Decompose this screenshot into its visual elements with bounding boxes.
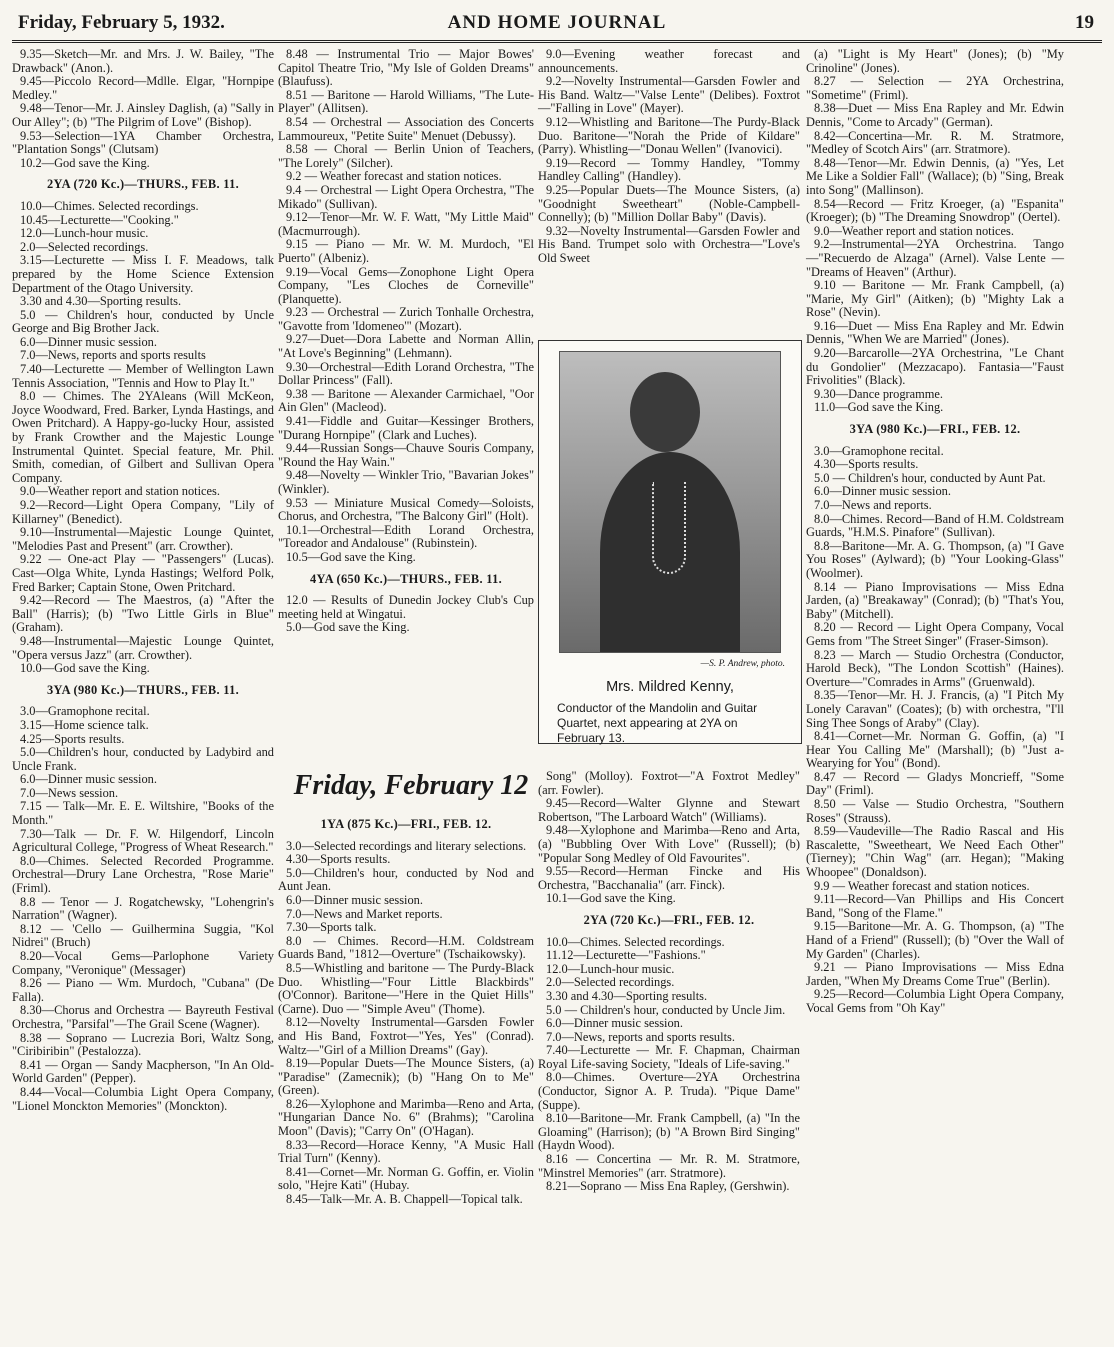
programme-item: 8.41 — Organ — Sandy Macpherson, "In An Old-World Garden" (Pepper). bbox=[12, 1057, 274, 1086]
photo-credit: —S. P. Andrew, photo. bbox=[700, 659, 785, 669]
programme-item: 5.0 — Children's hour, conducted by Uncle Jim. bbox=[546, 1002, 786, 1017]
programme-item: 8.0—Chimes. Record—Band of H.M. Coldstream Guards, "H.M.S. Pinafore" (Sullivan). bbox=[806, 511, 1064, 540]
programme-item: 9.0—Evening weather forecast and announcements. bbox=[538, 47, 800, 75]
programme-item: 9.9 — Weather forecast and station notices. bbox=[814, 878, 1030, 893]
programme-item: 8.0 — Chimes. Record—H.M. Coldstream Guards Band, "1812—Overture" (Tschaikowsky). bbox=[278, 933, 534, 962]
photo-caption-text: Conductor of the Mandolin and Guitar Quartet, next appearing at 2YA on February 13. bbox=[557, 701, 758, 745]
programme-item: 8.38 — Soprano — Lucrezia Bori, Waltz Song, "Ciribiribin" (Pestalozza). bbox=[12, 1030, 274, 1059]
programme-item: 6.0—Dinner music session. bbox=[546, 1016, 683, 1031]
programme-item: 9.2—Novelty Instrumental—Garsden Fowler and His Band. Waltz—"Valse Lente" (Delibes). Foxtrot—"Falling in Love" (Mayer). bbox=[538, 74, 800, 116]
programme-item: 3.0—Selected recordings and literary selections. bbox=[286, 838, 527, 853]
portrait-box bbox=[538, 340, 802, 744]
station-heading: 3YA (980 Kc.)—THURS., FEB. 11. bbox=[46, 682, 239, 697]
programme-item: 3.0—Gramophone recital. bbox=[814, 443, 944, 458]
programme-item: 12.0—Lunch-hour music. bbox=[546, 961, 675, 976]
programme-item: 9.15—Baritone—Mr. A. G. Thompson, (a) "The Hand of a Friend" (Russell); (b) "Over the Wall of My Garden" (Charles). bbox=[806, 919, 1064, 961]
issue-date: Friday, February 5, 1932. bbox=[18, 12, 225, 33]
programme-item: 9.22 — One-act Play — "Passengers" (Lucas). Cast—Olga White, Lynda Hastings; Welford Polk, Fred Barker; Captain Stone, Owen Pritchard. bbox=[12, 552, 274, 594]
programme-item: 9.20—Barcarolle—2YA Orchestrina, "Le Chant du Gondolier" (Mezzacapo). Fantasia—"Faust Frivolities" (Black). bbox=[806, 346, 1064, 388]
portrait-photo bbox=[559, 351, 781, 653]
programme-item: 6.0—Dinner music session. bbox=[286, 892, 423, 907]
column-2-top bbox=[278, 48, 534, 635]
programme-item: 9.10 — Baritone — Mr. Frank Campbell, (a) "Marie, My Girl" (Aitken); (b) "Mighty Lak a Rose" (Nevin). bbox=[806, 278, 1064, 320]
programme-item: 3.15—Lecturette — Miss I. F. Meadows, talk prepared by the Home Science Extension Department of the Otago University. bbox=[12, 253, 274, 295]
programme-item: 8.59—Vaudeville—The Radio Rascal and His Rascalette, "Sweetheart, We Need Each Other" (Tierney); "Chin Wag" (arr. Hegan); "Making Whoopee" (Donaldson). bbox=[806, 824, 1064, 880]
programme-item: 8.35—Tenor—Mr. H. J. Francis, (a) "I Pitch My Lonely Caravan" (Coates); (b) with orchestra, "I'll Sing Thee Songs of Araby" (Clay). bbox=[806, 688, 1064, 730]
programme-item: 7.0—News and reports. bbox=[814, 498, 932, 512]
programme-item: 9.48—Novelty — Winkler Trio, "Bavarian Jokes" (Winkler). bbox=[278, 468, 534, 496]
portrait-figure-head bbox=[630, 372, 700, 452]
programme-item: 8.54—Record — Fritz Kroeger, (a) "Espanita" (Kroeger); (b) "The Dreaming Snowdrop" (Oertel). bbox=[806, 196, 1064, 225]
programme-item: 9.45—Piccolo Record—Mdlle. Elgar, "Hornpipe Medley." bbox=[12, 74, 274, 102]
programme-item: 2.0—Selected recordings. bbox=[546, 975, 675, 990]
friday-heading: Friday, February 12 bbox=[293, 770, 529, 801]
programme-item: 4.30—Sports results. bbox=[286, 852, 391, 867]
programme-item: 7.0—News, reports and sports results. bbox=[546, 1029, 735, 1044]
programme-item: 8.16 — Concertina — Mr. R. M. Stratmore, "Minstrel Memories" (arr. Stratmore). bbox=[538, 1152, 800, 1180]
programme-item: 8.14 — Piano Improvisations — Miss Edna Jarden, (a) "Breakaway" (Conrad); (b) "That's You, Baby" (Mitchell). bbox=[806, 579, 1064, 621]
programme-item: 7.0—News and Market reports. bbox=[286, 906, 443, 921]
programme-item: 10.0—God save the King. bbox=[20, 661, 150, 676]
programme-item: 9.15 — Piano — Mr. W. M. Murdoch, "El Puerto" (Albeniz). bbox=[278, 237, 534, 265]
programme-item: 9.12—Whistling and Baritone—The Purdy-Black Duo. Baritone—"Norah the Pride of Kildare" (Parry). Whistling—"Donau Wellen" (Ivanovici). bbox=[538, 114, 800, 157]
programme-item: 8.41—Cornet—Mr. Norman G. Goffin, er. Violin solo, "Hejre Kati" (Hubay. bbox=[278, 1164, 534, 1193]
programme-item: 7.0—News session. bbox=[20, 785, 119, 800]
programme-item: 8.48 — Instrumental Trio — Major Bowes' Capitol Theatre Trio, "My Isle of Golden Dreams" (Blaufuss). bbox=[278, 47, 534, 89]
programme-item: 8.20 — Record — Light Opera Company, Vocal Gems from "The Street Singer" (Fraser-Simson). bbox=[806, 620, 1064, 648]
programme-item: 8.0—Chimes. Selected Recorded Programme. Orchestral—Drury Lane Orchestra, "Rose Marie" (Friml). bbox=[12, 853, 274, 896]
programme-item: 6.0—Dinner music session. bbox=[20, 334, 157, 349]
programme-item: 9.4 — Orchestral — Light Opera Orchestra, "The Mikado" (Sullivan). bbox=[278, 182, 534, 211]
programme-item: 8.0—Chimes. Overture—2YA Orchestrina (Conductor, Signor A. P. Truda). "Pique Dame" (Suppe). bbox=[538, 1070, 800, 1112]
programme-item: 8.12—Novelty Instrumental—Garsden Fowler and His Band, Foxtrot—"Yes, Yes" (Conrad). Waltz—"Girl of a Million Dreams" (Gay). bbox=[278, 1015, 534, 1057]
programme-item: 9.53 — Miniature Musical Comedy—Soloists, Chorus, and Orchestra, "The Balcony Girl" (Holt). bbox=[278, 495, 534, 524]
programme-item: 8.50 — Valse — Studio Orchestra, "Southern Roses" (Strauss). bbox=[806, 797, 1064, 825]
programme-item: 8.5—Whistling and baritone — The Purdy-Black Duo. Whistling—"Four Little Blackbirds" (O'Connor). Baritone—"Here in the Quiet Hills" (Carne). Duo — "Simple Aveu" (Thome). bbox=[278, 960, 534, 1016]
programme-item: 7.30—Talk — Dr. F. W. Hilgendorf, Lincoln Agricultural College, "Progress of Wheat Research." bbox=[12, 826, 274, 855]
programme-item: 9.30—Dance programme. bbox=[814, 386, 944, 401]
programme-item: 3.30 and 4.30—Sporting results. bbox=[546, 988, 708, 1003]
programme-item: 6.0—Dinner music session. bbox=[20, 772, 157, 787]
programme-item: 2.0—Selected recordings. bbox=[20, 239, 149, 254]
programme-item: 9.25—Popular Duets—The Mounce Sisters, (a) "Goodnight Sweetheart" (Noble-Campbell-Connelly); (b) "Million Dollar Baby" (Davis). bbox=[538, 182, 800, 225]
programme-item: 10.1—God save the King. bbox=[546, 891, 676, 906]
programme-item: 10.2—God save the King. bbox=[20, 155, 150, 170]
programme-item: 7.0—News, reports and sports results bbox=[20, 348, 206, 363]
programme-item: 9.10—Instrumental—Majestic Lounge Quintet, "Melodies Past and Present" (arr. Crowther). bbox=[12, 525, 274, 553]
programme-item: 11.0—God save the King. bbox=[814, 400, 944, 415]
programme-item: 9.23 — Orchestral — Zurich Tonhalle Orchestra, "Gavotte from 'Idomeneo'" (Mozart). bbox=[278, 305, 534, 333]
programme-item: 4.30—Sports results. bbox=[814, 457, 919, 472]
programme-item: 9.41—Fiddle and Guitar—Kessinger Brothers, "Durang Hornpipe" (Clark and Luches). bbox=[278, 414, 534, 442]
programme-item: 9.30—Orchestral—Edith Lorand Orchestra, "The Dollar Princess" (Fall). bbox=[278, 359, 534, 388]
programme-item: 8.58 — Choral — Berlin Union of Teachers, "The Lorely" (Silcher). bbox=[278, 142, 534, 170]
programme-item: 9.0—Weather report and station notices. bbox=[814, 223, 1014, 238]
programme-item: 8.21—Soprano — Miss Ena Rapley, (Gershwin). bbox=[546, 1179, 790, 1194]
programme-item: 9.11—Record—Van Phillips and His Concert Band, "Song of the Flame." bbox=[806, 892, 1064, 920]
programme-item: (a) "Light is My Heart" (Jones); (b) "My Crinoline" (Jones). bbox=[806, 47, 1064, 75]
programme-item: 8.30—Chorus and Orchestra — Bayreuth Festival Orchestra, "Parsifal"—The Grail Scene (Wagner). bbox=[12, 1003, 274, 1031]
programme-item: 3.15—Home science talk. bbox=[20, 717, 149, 732]
programme-item: 9.27—Duet—Dora Labette and Norman Allin, "At Love's Beginning" (Lehmann). bbox=[278, 332, 534, 361]
programme-item: 5.0—Children's hour, conducted by Nod and Aunt Jean. bbox=[278, 865, 534, 894]
programme-item: 9.25—Record—Columbia Light Opera Company, Vocal Gems from "Oh Kay" bbox=[806, 987, 1064, 1015]
programme-item: 9.19—Record — Tommy Handley, "Tommy Handley Calling" (Handley). bbox=[538, 155, 800, 184]
programme-item: 9.44—Russian Songs—Chauve Souris Company, "Round the Hay Wain." bbox=[278, 441, 534, 469]
programme-item: 7.15 — Talk—Mr. E. E. Wiltshire, "Books of the Month." bbox=[12, 799, 274, 828]
station-heading: 4YA (650 Kc.)—THURS., FEB. 11. bbox=[309, 571, 502, 586]
column-2-bottom bbox=[278, 810, 534, 1207]
programme-item: 9.48—Instrumental—Majestic Lounge Quintet, "Opera versus Jazz" (arr. Crowther). bbox=[12, 633, 274, 662]
programme-item: 7.30—Sports talk. bbox=[286, 920, 377, 935]
programme-item: 8.33—Record—Horace Kenny, "A Music Hall Trial Turn" (Kenny). bbox=[278, 1137, 534, 1166]
page-number: 19 bbox=[1075, 12, 1094, 33]
programme-item: 8.8 — Tenor — J. Rogatchewsky, "Lohengrin's Narration" (Wagner). bbox=[12, 894, 274, 923]
station-heading: 1YA (875 Kc.)—FRI., FEB. 12. bbox=[320, 817, 492, 831]
programme-item: 3.0—Gramophone recital. bbox=[20, 704, 150, 719]
programme-item: Song" (Molloy). Foxtrot—"A Foxtrot Medley" (arr. Fowler). bbox=[538, 769, 800, 797]
programme-item: 8.45—Talk—Mr. A. B. Chappell—Topical talk. bbox=[286, 1192, 523, 1207]
programme-item: 5.0 — Children's hour, conducted by Aunt Pat. bbox=[814, 470, 1046, 485]
programme-item: 12.0—Lunch-hour music. bbox=[20, 226, 149, 241]
programme-item: 9.38 — Baritone — Alexander Carmichael, "Oor Ain Glen" (Macleod). bbox=[278, 386, 534, 415]
programme-item: 9.2 — Weather forecast and station notices. bbox=[286, 169, 502, 184]
programme-item: 12.0 — Results of Dunedin Jockey Club's Cup meeting held at Wingatui. bbox=[278, 593, 534, 621]
programme-item: 10.1—Orchestral—Edith Lorand Orchestra, "Toreador and Andalouse" (Rubinstein). bbox=[278, 522, 534, 551]
photo-caption-name: Mrs. Mildred Kenny, bbox=[606, 679, 734, 695]
programme-item: 3.30 and 4.30—Sporting results. bbox=[20, 294, 182, 309]
programme-item: 8.27 — Selection — 2YA Orchestrina, "Sometime" (Friml). bbox=[806, 74, 1064, 102]
programme-item: 9.2—Instrumental—2YA Orchestrina. Tango—"Recuerdo de Alzaga" (Arnel). Valse Lente — "Dreams of Heaven" (Arthur). bbox=[806, 237, 1064, 279]
programme-item: 8.48—Tenor—Mr. Edwin Dennis, (a) "Yes, Let Me Like a Soldier Fall" (Wallace); (b) "Sing, Break into Song" (Mallinson). bbox=[806, 155, 1064, 197]
programme-item: 5.0—God save the King. bbox=[286, 620, 410, 635]
programme-item: 8.8—Baritone—Mr. A. G. Thompson, (a) "I Gave You Roses" (Aylward); (b) "Your Looking-Glass" (Woolmer). bbox=[806, 538, 1064, 580]
programme-item: 10.0—Chimes. Selected recordings. bbox=[546, 934, 725, 949]
programme-item: 8.12 — 'Cello — Guilhermina Suggia, "Kol Nidrei" (Bruch) bbox=[12, 921, 274, 950]
column-3-bottom bbox=[538, 770, 800, 1194]
programme-item: 8.51 — Baritone — Harold Williams, "The Lute-Player" (Allitsen). bbox=[278, 87, 534, 116]
page-header bbox=[12, 4, 1102, 43]
programme-item: 6.0—Dinner music session. bbox=[814, 484, 951, 499]
programme-item: 8.19—Popular Duets—The Mounce Sisters, (a) "Paradise" (Zamecnik); (b) "Hang On to Me" (Green). bbox=[278, 1056, 534, 1098]
station-heading: 3YA (980 Kc.)—FRI., FEB. 12. bbox=[849, 422, 1021, 437]
station-heading: 2YA (720 Kc.)—FRI., FEB. 12. bbox=[583, 912, 755, 927]
programme-item: 9.35—Sketch—Mr. and Mrs. J. W. Bailey, "The Drawback" (Anon.). bbox=[12, 47, 274, 75]
programme-item: 9.42—Record — The Maestros, (a) "After the Ball" (Harris); (b) "Two Little Girls in Blue" (Graham). bbox=[12, 593, 274, 635]
programme-item: 9.48—Xylophone and Marimba—Reno and Arta, (a) "Bubbling Over With Love" (Russell); (b) "Popular Song Medley of Old Favourites". bbox=[538, 823, 800, 865]
station-heading: 2YA (720 Kc.)—THURS., FEB. 11. bbox=[46, 177, 239, 192]
programme-item: 9.12—Tenor—Mr. W. F. Watt, "My Little Maid" (Macmurrough). bbox=[278, 210, 534, 238]
programme-item: 7.40—Lecturette — Mr. F. Chapman, Chairman Royal Life-saving Society, "Ideals of Life-saving." bbox=[538, 1043, 800, 1071]
programme-item: 9.2—Record—Light Opera Company, "Lily of Killarney" (Benedict). bbox=[12, 498, 274, 526]
programme-item: 5.0—Children's hour, conducted by Ladybird and Uncle Frank. bbox=[12, 745, 274, 773]
programme-item: 9.48—Tenor—Mr. J. Ainsley Daglish, (a) "Sally in Our Alley"; (b) "The Pilgrim of Love" (Bishop). bbox=[12, 101, 274, 129]
programme-item: 10.5—God save the King. bbox=[286, 549, 416, 564]
programme-item: 9.21 — Piano Improvisations — Miss Edna Jarden, "When My Dreams Come True" (Berlin). bbox=[806, 960, 1064, 988]
programme-item: 8.41—Cornet—Mr. Norman G. Goffin, (a) "I Hear You Calling Me" (Marshall); (b) "Just a-Wearying for You" (Bond). bbox=[806, 729, 1064, 771]
programme-item: 8.38—Duet — Miss Ena Rapley and Mr. Edwin Dennis, "Come to Arcady" (German). bbox=[806, 101, 1064, 129]
journal-title: AND HOME JOURNAL bbox=[447, 12, 667, 33]
programme-item: 8.20—Vocal Gems—Parlophone Variety Company, "Veronique" (Messager) bbox=[12, 949, 274, 977]
programme-item: 8.47 — Record — Gladys Moncrieff, "Some Day" (Friml). bbox=[806, 769, 1064, 798]
programme-item: 9.0—Weather report and station notices. bbox=[20, 484, 220, 499]
programme-item: 8.44—Vocal—Columbia Light Opera Company, "Lionel Monckton Memories" (Monckton). bbox=[12, 1084, 274, 1113]
portrait-necklace bbox=[652, 482, 686, 574]
programme-item: 10.45—Lecturette—"Cooking." bbox=[20, 212, 179, 227]
programme-item: 8.26 — Piano — Wm. Murdoch, "Cubana" (De Falla). bbox=[12, 976, 274, 1004]
programme-item: 5.0 — Children's hour, conducted by Uncle George and Big Brother Jack. bbox=[12, 307, 274, 336]
programme-item: 9.55—Record—Herman Fincke and His Orchestra, "Bacchanalia" (arr. Finck). bbox=[538, 864, 800, 892]
programme-item: 10.0—Chimes. Selected recordings. bbox=[20, 198, 199, 213]
programme-item: 8.23 — March — Studio Orchestra (Conductor, Harold Beck), "The London Scottish" (Haines). Overture—"Comrades in Arms" (Gruenwald). bbox=[806, 647, 1064, 689]
programme-item: 9.53—Selection—1YA Chamber Orchestra, "Plantation Songs" (Clutsam) bbox=[12, 128, 274, 157]
column-3-top bbox=[538, 48, 800, 266]
programme-item: 8.10—Baritone—Mr. Frank Campbell, (a) "In the Gloaming" (Harrison); (b) "A Brown Bird Singing" (Haydn Wood). bbox=[538, 1111, 800, 1153]
programme-item: 8.42—Concertina—Mr. R. M. Stratmore, "Medley of Scotch Airs" (arr. Stratmore). bbox=[806, 128, 1064, 157]
programme-item: 9.16—Duet — Miss Ena Rapley and Mr. Edwin Dennis, "When We are Married" (Jones). bbox=[806, 318, 1064, 347]
programme-item: 8.54 — Orchestral — Association des Concerts Lammoureux, "Petite Suite" Menuet (Debussy). bbox=[278, 114, 534, 143]
programme-item: 4.25—Sports results. bbox=[20, 731, 125, 746]
programme-item: 8.26—Xylophone and Marimba—Reno and Arta, "Hungarian Dance No. 6" (Brahms); "Carolina Moon" (Davis); "Carry On" (O'Hagan). bbox=[278, 1096, 534, 1139]
programme-item: 11.12—Lecturette—"Fashions." bbox=[546, 948, 706, 963]
column-1 bbox=[12, 48, 274, 1113]
programme-item: 9.32—Novelty Instrumental—Garsden Fowler and His Band. Trumpet solo with Orchestra—"Love's Old Sweet bbox=[538, 223, 800, 265]
column-4 bbox=[806, 48, 1064, 1016]
programme-item: 8.0 — Chimes. The 2YAleans (Will McKeon, Joyce Woodward, Fred. Barker, Lynda Hastings, and Owen Pritchard). A Happy-go-lucky Hour, assisted by Frank Crowther and the Majestic Lounge Instrumental Quintet. Special feature, Mr. Phil. Smith, comedian, of Gilbert and Sullivan Opera Company. bbox=[12, 389, 274, 485]
programme-item: 9.19—Vocal Gems—Zonophone Light Opera Company, "Les Cloches de Corneville" (Planquette). bbox=[278, 264, 534, 306]
programme-item: 7.40—Lecturette — Member of Wellington Lawn Tennis Association, "Tennis and How to Play It." bbox=[12, 362, 274, 390]
programme-item: 9.45—Record—Walter Glynne and Stewart Robertson, "The Larboard Watch" (Williams). bbox=[538, 796, 800, 824]
